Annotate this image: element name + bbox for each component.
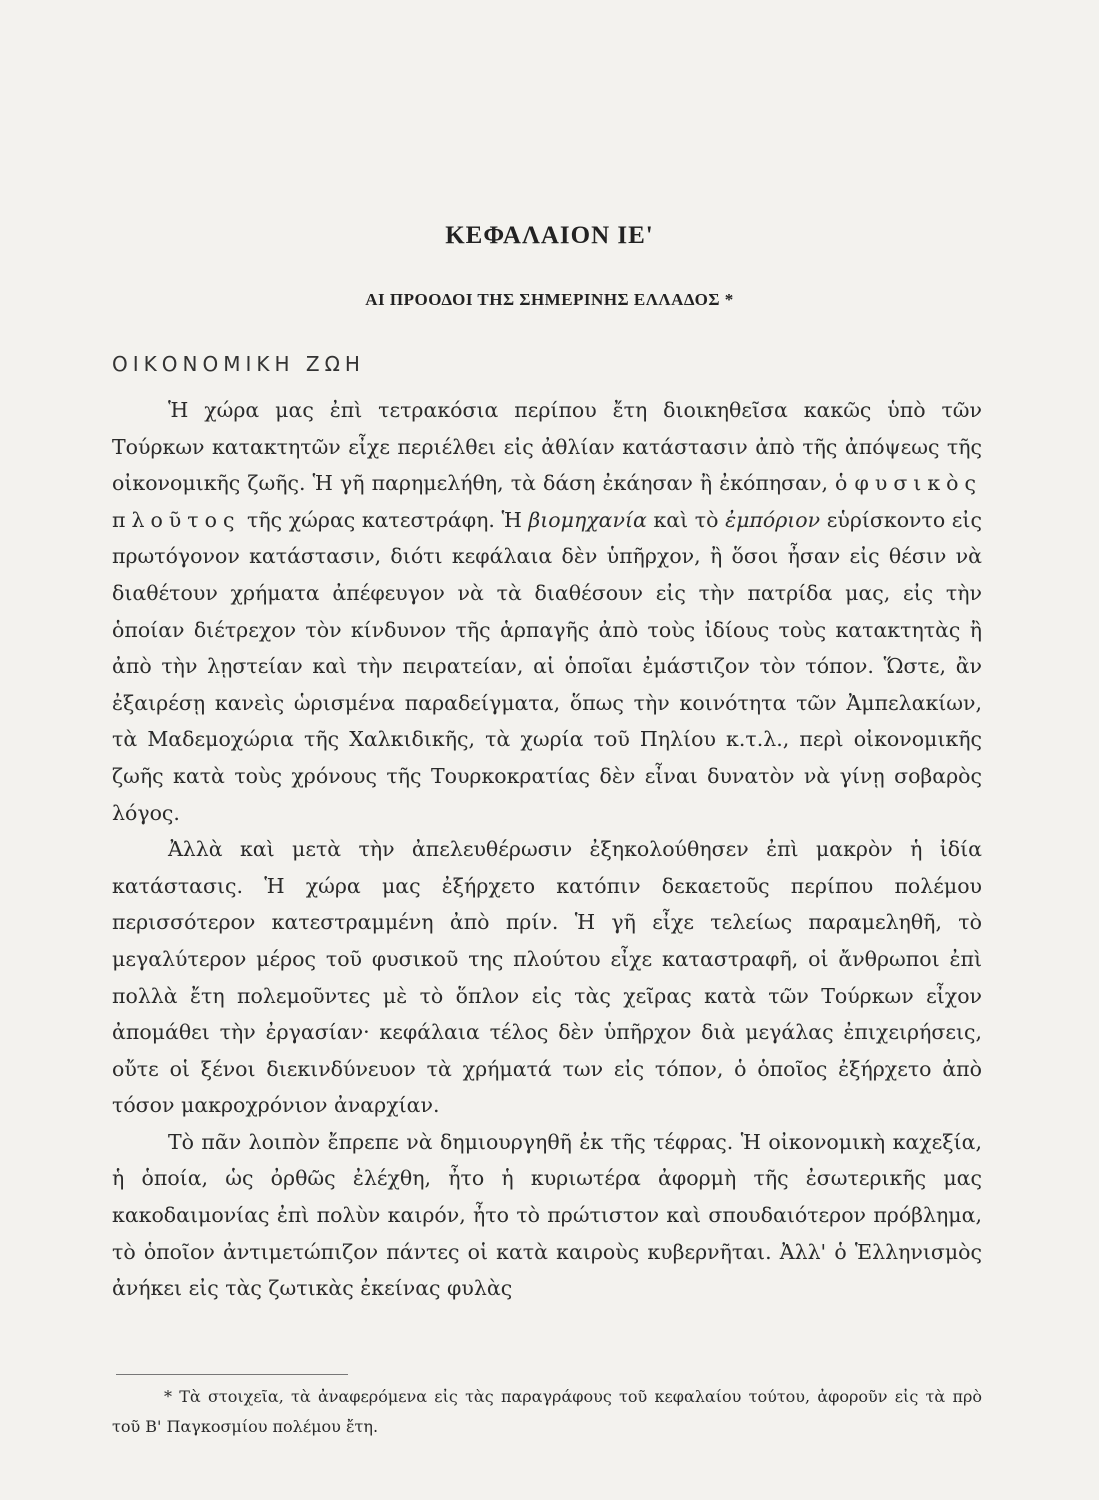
spaced-emphasis: φυσικὸς πλοῦτος bbox=[112, 471, 982, 532]
p1-text-c: καὶ τὸ bbox=[653, 507, 719, 532]
section-heading: ΟΙΚΟΝΟΜΙΚΗ ΖΩΗ bbox=[112, 352, 365, 376]
footnote-text: * Τὰ στοιχεῖα, τὰ ἀναφερόμενα εἰς τὰς παραγράφους τοῦ κεφαλαίου τούτου, ἀφοροῦν εἰς τὰ πρὸ τοῦ Β' Παγκοσμίου πολέμου ἔτη. bbox=[112, 1387, 982, 1436]
paragraph-3: Τὸ πᾶν λοιπὸν ἔπρεπε νὰ δημιουργηθῆ ἐκ τῆς τέφρας. Ἡ οἰκονομικὴ καχεξία, ἡ ὁποία, ὡς ὀρθῶς ἐλέχθη, ἦτο ἡ κυριωτέρα ἀφορμὴ τῆς ἐσωτερικῆς μας κακοδαιμονίας ἐπὶ πολὺν καιρόν, ἦτο τὸ πρώτιστον καὶ σπουδαιότερον πρόβλημα, τὸ ὁποῖον ἀντιμετώπιζον πάντες οἱ κατὰ καιροὺς κυβερνῆται. Ἀλλ' ὁ Ἑλληνισμὸς ἀνήκει εἰς τὰς ζωτικὰς ἐκείνας φυλὰς bbox=[112, 1129, 982, 1301]
p1-text-a: Ἡ χώρα μας ἐπὶ τετρακόσια περίπου ἔτη διοικηθεῖσα κακῶς ὑπὸ τῶν Τούρκων κατακτητῶν εἶχε περιέλθει εἰς ἀθλίαν κατάστασιν ἀπὸ τῆς ἀπόψεως τῆς οἰκονομικῆς ζωῆς. Ἡ γῆ παρημελήθη, τὰ δάση ἐκάησαν ἢ ἐκόπησαν, ὁ bbox=[112, 398, 982, 496]
paragraph-2: Ἀλλὰ καὶ μετὰ τὴν ἀπελευθέρωσιν ἐξηκολούθησεν ἐπὶ μακρὸν ἡ ἰδία κατάστασις. Ἡ χώρα μας ἐξήρχετο κατόπιν δεκαετοῦς περίπου πολέμου περισσότερον κατεστραμμένη ἀπὸ πρίν. Ἡ γῆ εἶχε τελείως παραμεληθῆ, τὸ μεγαλύτερον μέρος τοῦ φυσικοῦ της πλούτου εἶχε καταστραφῆ, οἱ ἄνθρωποι ἐπὶ πολλὰ ἔτη πολεμοῦντες μὲ τὸ ὅπλον εἰς τὰς χεῖρας κατὰ τῶν Τούρκων εἶχον ἀπομάθει τὴν ἐργασίαν· κεφάλαια τέλος δὲν ὑπῆρχον διὰ μεγάλας ἐπιχειρήσεις, οὔτε οἱ ξένοι διεκινδύνευον τὰ χρήματά των εἰς τόπον, ὁ ὁποῖος ἐξήρχετο ἀπὸ τόσον μακροχρόνιον ἀναρχίαν. bbox=[112, 837, 982, 1118]
p1-text-b: τῆς χώρας κατεστράφη. Ἡ bbox=[247, 507, 522, 532]
footnote-divider bbox=[116, 1374, 348, 1375]
paragraph-1 bbox=[112, 392, 982, 831]
body-text bbox=[112, 392, 982, 1307]
chapter-subtitle: ΑΙ ΠΡΟΟΔΟΙ ΤΗΣ ΣΗΜΕΡΙΝΗΣ ΕΛΛΑΔΟΣ * bbox=[365, 290, 734, 309]
italic-term-industry: βιομηχανία bbox=[528, 507, 647, 532]
italic-term-trade: ἐμπόριον bbox=[725, 507, 821, 532]
p1-text-d: εὑρίσκοντο εἰς πρωτόγονον κατάστασιν, διότι κεφάλαια δὲν ὑπῆρχον, ἢ ὅσοι ἦσαν εἰς θέσιν νὰ διαθέτουν χρήματα ἀπέφευγον νὰ τὰ διαθέσουν εἰς τὴν πατρίδα μας, εἰς τὴν ὁποίαν διέτρεχον τὸν κίνδυνον τῆς ἁρπαγῆς ἀπὸ τοὺς ἰδίους τοὺς κατακτητὰς ἢ ἀπὸ τὴν λῃστείαν καὶ τὴν πειρατείαν, αἱ ὁποῖαι ἐμάστιζον τὸν τόπον. Ὥστε, ἂν ἐξαιρέσῃ κανεὶς ὡρισμένα παραδείγματα, ὅπως τὴν κοινότητα τῶν Ἀμπελακίων, τὰ Μαδεμοχώρια τῆς Χαλκιδικῆς, τὰ χωρία τοῦ Πηλίου κ.τ.λ., περὶ οἰκονομικῆς ζωῆς κατὰ τοὺς χρόνους τῆς Τουρκοκρατίας δὲν εἶναι δυνατὸν νὰ γίνῃ σοβαρὸς λόγος. bbox=[112, 507, 982, 825]
footnote bbox=[112, 1382, 982, 1442]
chapter-title: ΚΕΦΑΛΑΙΟΝ ΙΕ' bbox=[445, 222, 654, 249]
